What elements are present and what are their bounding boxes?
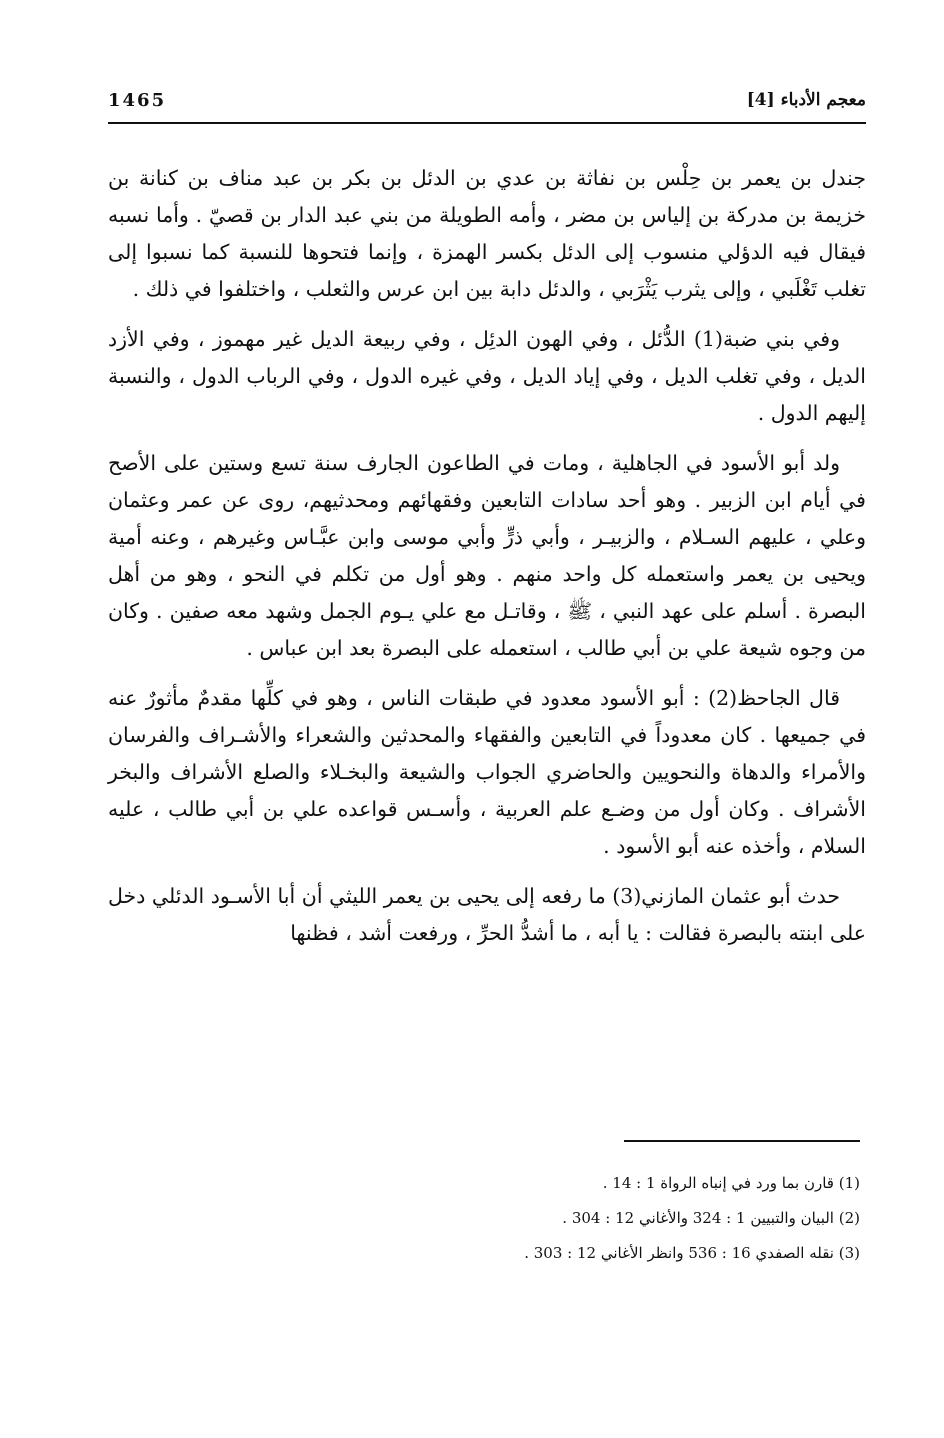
footnotes xyxy=(108,1166,860,1271)
footnote-2: (2) البيان والتبيين 1 : 324 والأغاني 12 : 304 . xyxy=(562,1209,860,1227)
paragraph-biography: ولد أبو الأسود في الجاهلية ، ومات في الطاعون الجارف سنة تسع وستين على الأصح في أيام ابن الزبير . وهو أحد سادات التابعين وفقهائهم ومحدثيهم، روى عن عمر وعثمان وعلي ، عليهم السـلام ، والزبيـر ، وأبي ذرٍّ وأبي موسى وابن عبَّـاس وغيرهم ، وعنه أمية ويحيى بن يعمر واستعمله كل واحد منهم . وهو أول من تكلم في النحو ، وهو من أهل البصرة . أسلم على عهد النبي ، ﷺ ، وقاتـل مع علي يـوم الجمل وشهد معه صفين . وكان من وجوه شيعة علي بن أبي طالب ، استعمله على البصرة بعد ابن عباس . xyxy=(108,451,866,660)
paragraph-mazini-anecdote: حدث أبو عثمان المازني(3) ما رفعه إلى يحيى بن يعمر الليثي أن أبا الأسـود الدئلي دخل على ابنته بالبصرة فقالت : يا أبه ، ما أشدُّ الحرِّ ، ورفعت أشد ، فظنها xyxy=(108,884,866,945)
main-text xyxy=(108,160,866,965)
book-title: معجم الأدباء [4] xyxy=(746,90,866,110)
header-rule xyxy=(108,122,866,124)
footnote-rule xyxy=(624,1140,860,1142)
page-number: 1465 xyxy=(108,90,167,111)
footnote-1: (1) قارن بما ورد في إنباه الرواة 1 : 14 . xyxy=(602,1174,860,1192)
footnote-3: (3) نقله الصفدي 16 : 536 وانظر الأغاني 12 : 303 . xyxy=(524,1244,860,1262)
running-header xyxy=(108,88,866,118)
paragraph-lineage: جندل بن يعمر بن حِلْس بن نفاثة بن عدي بن الدئل بن بكر بن عبد مناف بن كنانة بن خزيمة بن مدركة بن إلياس بن مضر ، وأمه الطويلة من بني عبد الدار بن قصيّ . وأما نسبه فيقال فيه الدؤلي منسوب إلى الدئل بكسر الهمزة ، وإنما فتحوها للنسبة كما نسبوا إلى تغلب تَغْلَبي ، وإلى يثرب يَثْرَبي ، والدئل دابة بين ابن عرس والثعلب ، واختلفوا في ذلك . xyxy=(108,166,866,301)
paragraph-jahiz-quote: قال الجاحظ(2) : أبو الأسود معدود في طبقات الناس ، وهو في كلِّها مقدمٌ مأثورٌ عنه في جميعها . كان معدوداً في التابعين والفقهاء والمحدثين والشعراء والأشـراف والفرسان والأمراء والدهاة والنحويين والحاضري الجواب والشيعة والبخـلاء والصلع الأشراف والبخر الأشراف . وكان أول من وضـع علم العربية ، وأسـس قواعده علي بن أبي طالب ، عليه السلام ، وأخذه عنه أبو الأسود . xyxy=(108,686,866,858)
paragraph-nisba: وفي بني ضبة(1) الدُّئل ، وفي الهون الدئِل ، وفي ربيعة الديل غير مهموز ، وفي الأزد الديل ، وفي تغلب الديل ، وفي إياد الديل ، وفي غيره الدول ، وفي الرباب الدول ، والنسبة إليهم الدول . xyxy=(108,327,866,425)
